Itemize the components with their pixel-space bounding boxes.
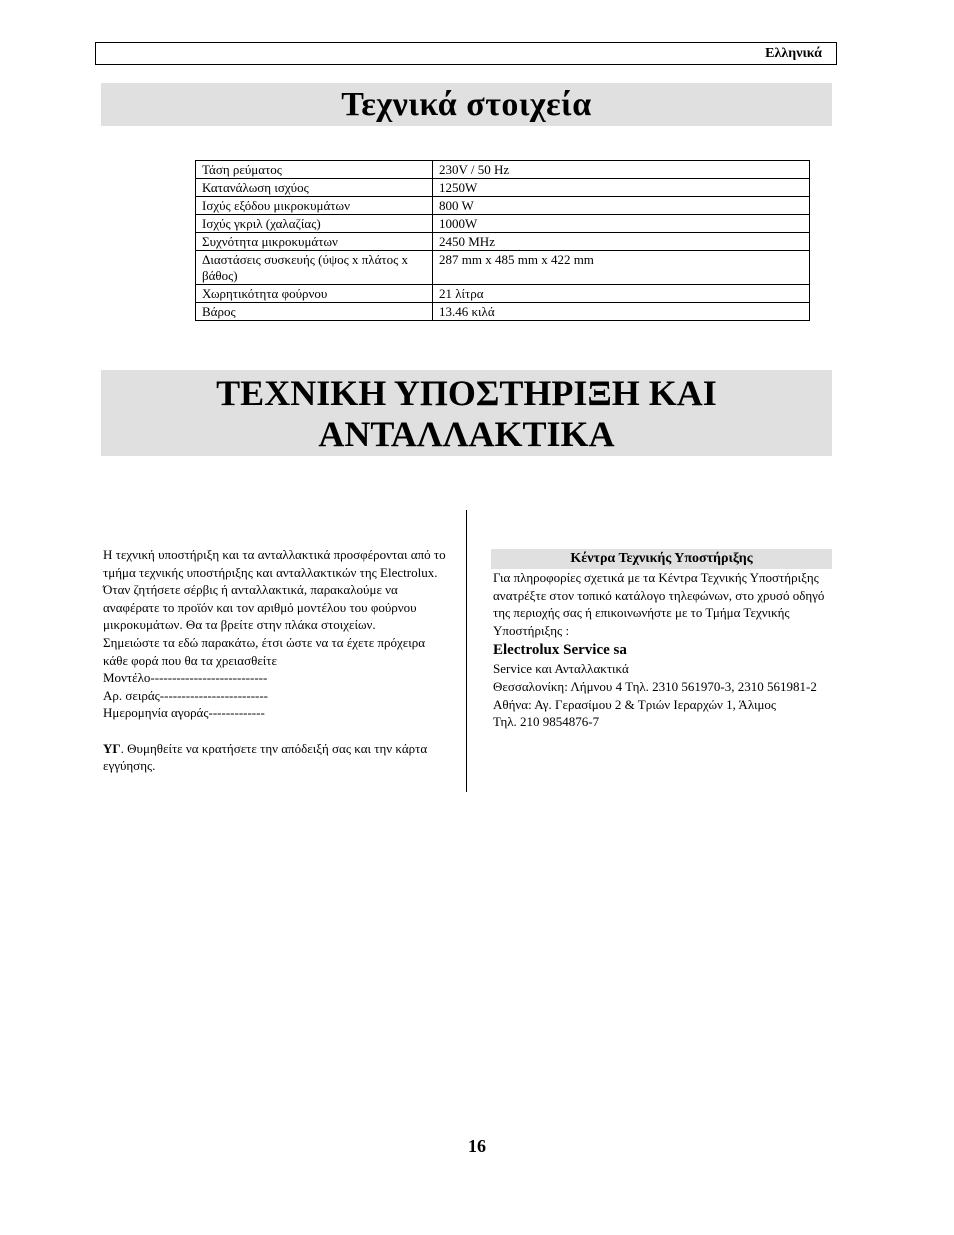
language-header <box>95 42 837 65</box>
serial-field: Αρ. σειράς------------------------- <box>103 687 269 703</box>
postscript-text: . Θυμηθείτε να κρατήσετε την απόδειξή σας και την κάρτα εγγύησης. <box>103 740 428 774</box>
table-row <box>196 285 810 303</box>
company-name: Electrolux Service sa <box>493 642 627 659</box>
support-note: Σημειώστε τα εδώ παρακάτω, έτσι ώστε να τα έχετε πρόχειρα κάθε φορά που θα τα χρειασθείτε <box>103 634 426 668</box>
spec-value: 287 mm x 485 mm x 422 mm <box>433 251 810 285</box>
table-row <box>196 197 810 215</box>
support-left-column <box>103 546 448 775</box>
athens-address: Αθήνα: Αγ. Γερασίμου 2 & Τριών Ιεραρχών 1, Άλιμος <box>493 696 777 712</box>
spec-value: 1250W <box>433 179 810 197</box>
spacer <box>103 722 448 740</box>
spec-label: Συχνότητα μικροκυμάτων <box>196 233 433 251</box>
table-row <box>196 233 810 251</box>
spec-label: Κατανάλωση ισχύος <box>196 179 433 197</box>
postscript-label: ΥΓ <box>103 740 121 756</box>
spec-value: 2450 MHz <box>433 233 810 251</box>
purchase-date-field: Ημερομηνία αγοράς------------- <box>103 705 265 721</box>
specs-table <box>195 160 810 321</box>
athens-phone: Τηλ. 210 9854876-7 <box>493 714 600 730</box>
table-row <box>196 161 810 179</box>
spec-value: 13.46 κιλά <box>433 303 810 321</box>
service-centers-intro: Για πληροφορίες σχετικά με τα Κέντρα Τεχνικής Υποστήριξης ανατρέξτε στον τοπικό κατάλογο τηλεφώνων, στο χρυσό οδηγό της περιοχής σας ή επικοινωνήστε με το Τμήμα Τεχνικής Υποστήριξης : <box>493 570 825 638</box>
support-intro: Η τεχνική υποστήριξη και τα ανταλλακτικά προσφέρονται από το τμήμα τεχνικής υποστήριξης και ανταλλακτικών της Electrolux. Όταν ζητήσετε σέρβις ή ανταλλακτικά, παρακαλούμε να αναφέρατε το προϊόν και τον αριθμό μοντέλου του φούρνου μικροκυμάτων. Θα τα βρείτε στην πλάκα στοιχείων. <box>103 547 446 633</box>
table-row <box>196 179 810 197</box>
postscript <box>103 740 448 775</box>
spec-value: 800 W <box>433 197 810 215</box>
spec-value: 1000W <box>433 215 810 233</box>
service-centers-heading: Κέντρα Τεχνικής Υποστήριξης <box>491 549 832 569</box>
spec-label: Βάρος <box>196 303 433 321</box>
model-field: Μοντέλο--------------------------- <box>103 670 268 686</box>
column-divider <box>466 510 467 792</box>
support-title <box>101 373 832 455</box>
support-title-band <box>101 370 832 456</box>
table-row <box>196 303 810 321</box>
spec-label: Ισχύς γκριλ (χαλαζίας) <box>196 215 433 233</box>
thessaloniki-address: Θεσσαλονίκη: Λήμνου 4 Τηλ. 2310 561970-3, 2310 561981-2 <box>493 678 817 694</box>
table-row <box>196 251 810 285</box>
spec-label: Ισχύς εξόδου μικροκυμάτων <box>196 197 433 215</box>
service-centers-body <box>491 569 832 731</box>
company-subtitle: Service και Ανταλλακτικά <box>493 661 629 677</box>
spec-label: Διαστάσεις συσκευής (ύψος x πλάτος x βάθος) <box>196 251 433 285</box>
technical-data-title-band <box>101 83 832 126</box>
spec-label: Τάση ρεύματος <box>196 161 433 179</box>
spec-value: 21 λίτρα <box>433 285 810 303</box>
page-number: 16 <box>468 1136 486 1156</box>
spec-label: Χωρητικότητα φούρνου <box>196 285 433 303</box>
support-right-column <box>491 549 832 731</box>
technical-data-title: Τεχνικά στοιχεία <box>341 86 592 123</box>
support-title-line2: ΑΝΤΑΛΛΑΚΤΙΚΑ <box>318 414 615 454</box>
spec-value: 230V / 50 Hz <box>433 161 810 179</box>
table-row <box>196 215 810 233</box>
language-label: Ελληνικά <box>765 46 822 61</box>
support-title-line1: ΤΕΧΝΙΚΗ ΥΠΟΣΤΗΡΙΞΗ ΚΑΙ <box>216 373 717 413</box>
